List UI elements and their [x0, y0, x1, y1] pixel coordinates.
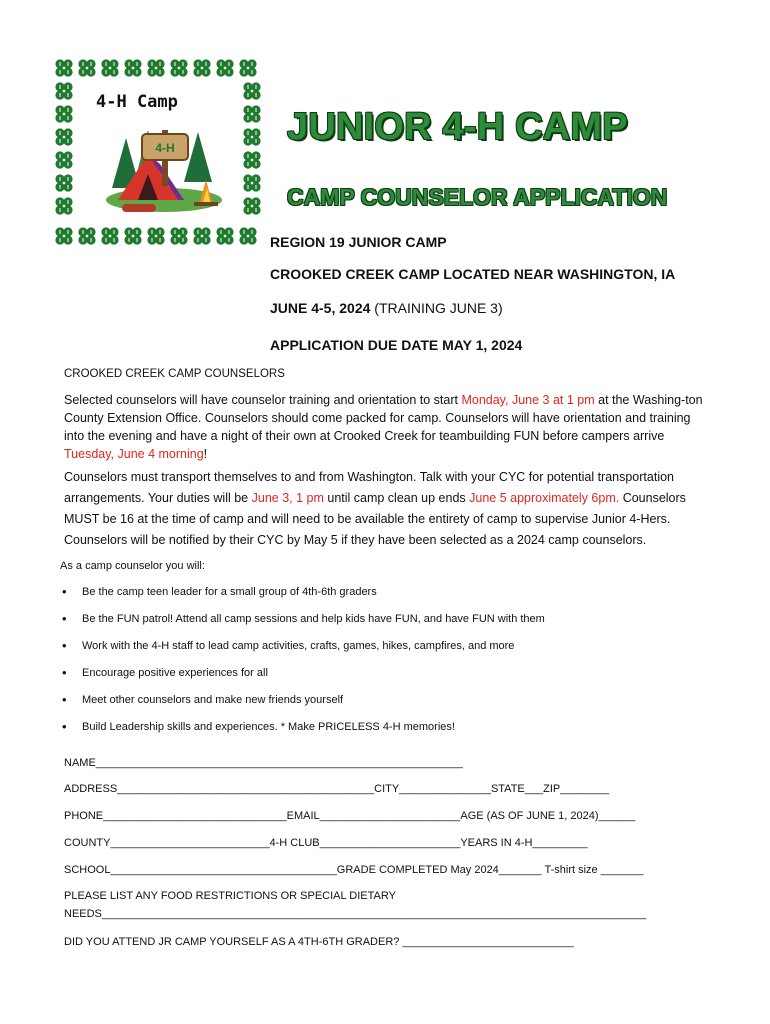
clover-icon: [170, 59, 187, 76]
p1-text-a: Selected counselors will have counselor training and orientation to start: [64, 393, 462, 407]
clover-icon: [55, 128, 72, 145]
phone-email-age-field[interactable]: PHONE______________________________EMAIL_______________________AGE (AS OF JUNE 1, 2024)______: [64, 810, 636, 822]
school-grade-shirt-field[interactable]: SCHOOL_____________________________________GRADE COMPLETED May 2024_______ T-shirt size _______: [64, 864, 644, 876]
food-restrictions-field[interactable]: NEEDS_________________________________________________________________________________________: [64, 908, 647, 920]
p1-highlight-training: Monday, June 3 at 1 pm: [461, 393, 595, 407]
clover-icon: [124, 59, 141, 76]
p2-text-a: Counselors must transport themselves to and from Washington. Talk with your CYC for potential transportation arrangements. Your duties will be: [64, 470, 675, 505]
list-item: • Encourage positive experiences for all: [60, 663, 545, 690]
p2-highlight-end: June 5 approximately 6pm.: [469, 491, 620, 505]
clover-icon: [55, 197, 72, 214]
address-field[interactable]: ADDRESS__________________________________________CITY_______________STATE___ZIP________: [64, 783, 610, 795]
clover-icon: [78, 227, 95, 244]
page-title: JUNIOR 4-H CAMP: [287, 106, 628, 148]
list-item: • Be the FUN patrol! Attend all camp sessions and help kids have FUN, and have FUN with them: [60, 609, 545, 636]
clover-icon: [243, 151, 260, 168]
page-subtitle: CAMP COUNSELOR APPLICATION: [287, 184, 668, 210]
clover-icon: [55, 59, 72, 76]
clover-icon: [55, 227, 72, 244]
p1-highlight-arrival: Tuesday, June 4 morning: [64, 447, 204, 461]
clover-icon: [55, 151, 72, 168]
list-item: • Meet other counselors and make new friends yourself: [60, 690, 545, 717]
logo-label: 4-H Camp: [96, 92, 178, 112]
food-restrictions-label: PLEASE LIST ANY FOOD RESTRICTIONS OR SPECIAL DIETARY: [64, 890, 396, 902]
clover-icon: [216, 59, 233, 76]
dates-bold: JUNE 4-5, 2024: [270, 300, 371, 316]
p2-text-c: until camp clean up ends: [323, 491, 470, 505]
duties-list: [60, 582, 545, 744]
sign-text: 4-H: [155, 141, 175, 155]
section-heading: CROOKED CREEK CAMP COUNSELORS: [64, 368, 285, 380]
clover-icon: [124, 227, 141, 244]
clover-icon: [216, 227, 233, 244]
clover-icon: [55, 105, 72, 122]
camp-logo: [52, 56, 264, 248]
training-paragraph: [64, 391, 704, 463]
duties-paragraph: [64, 467, 704, 551]
clover-icon: [243, 128, 260, 145]
clover-icon: [243, 174, 260, 191]
clover-icon: [193, 59, 210, 76]
clover-icon: [243, 197, 260, 214]
location-line: CROOKED CREEK CAMP LOCATED NEAR WASHINGTON, IA: [270, 266, 676, 282]
list-item: • Build Leadership skills and experiences. * Make PRICELESS 4-H memories!: [60, 717, 545, 744]
clover-icon: [55, 82, 72, 99]
clover-icon: [170, 227, 187, 244]
clover-icon: [239, 227, 256, 244]
dates-line: [270, 300, 503, 316]
clover-icon: [243, 82, 260, 99]
list-item: • Be the camp teen leader for a small group of 4th-6th graders: [60, 582, 545, 609]
training-note: (TRAINING JUNE 3): [370, 300, 503, 316]
p1-text-e: !: [203, 447, 208, 461]
duties-intro: As a camp counselor you will:: [60, 560, 205, 572]
clover-icon: [147, 227, 164, 244]
camp-scene-icon: [104, 118, 224, 216]
list-item: • Work with the 4-H staff to lead camp activities, crafts, games, hikes, campfires, and more: [60, 636, 545, 663]
clover-icon: [101, 59, 118, 76]
clover-icon: [239, 59, 256, 76]
region-line: REGION 19 JUNIOR CAMP: [270, 234, 447, 250]
clover-icon: [101, 227, 118, 244]
p1-text-c: at the Washing-ton County Extension Office. Counselors should come packed for camp. Counselors will have orientation and training into the evening and have a night of their own at Crooked Creek for teambuilding FUN before campers arrive: [64, 393, 703, 443]
clover-icon: [147, 59, 164, 76]
due-date-line: APPLICATION DUE DATE MAY 1, 2024: [270, 337, 523, 353]
clover-icon: [78, 59, 95, 76]
name-field[interactable]: NAME____________________________________________________________: [64, 757, 463, 769]
p2-highlight-start: June 3, 1 pm: [251, 491, 324, 505]
p2-text-e: Counselors MUST be 16 at the time of camp and will need to be available the entirety of camp to supervise Junior 4-Hers. Counselors will be notified by their CYC by May 5 if they have been selected as a 2024 camp counselors.: [64, 491, 686, 547]
clover-icon: [243, 105, 260, 122]
clover-icon: [55, 174, 72, 191]
attended-camp-field[interactable]: DID YOU ATTEND JR CAMP YOURSELF AS A 4TH-6TH GRADER? ____________________________: [64, 936, 574, 948]
county-club-years-field[interactable]: COUNTY__________________________4-H CLUB_______________________YEARS IN 4-H_________: [64, 837, 588, 849]
clover-icon: [193, 227, 210, 244]
